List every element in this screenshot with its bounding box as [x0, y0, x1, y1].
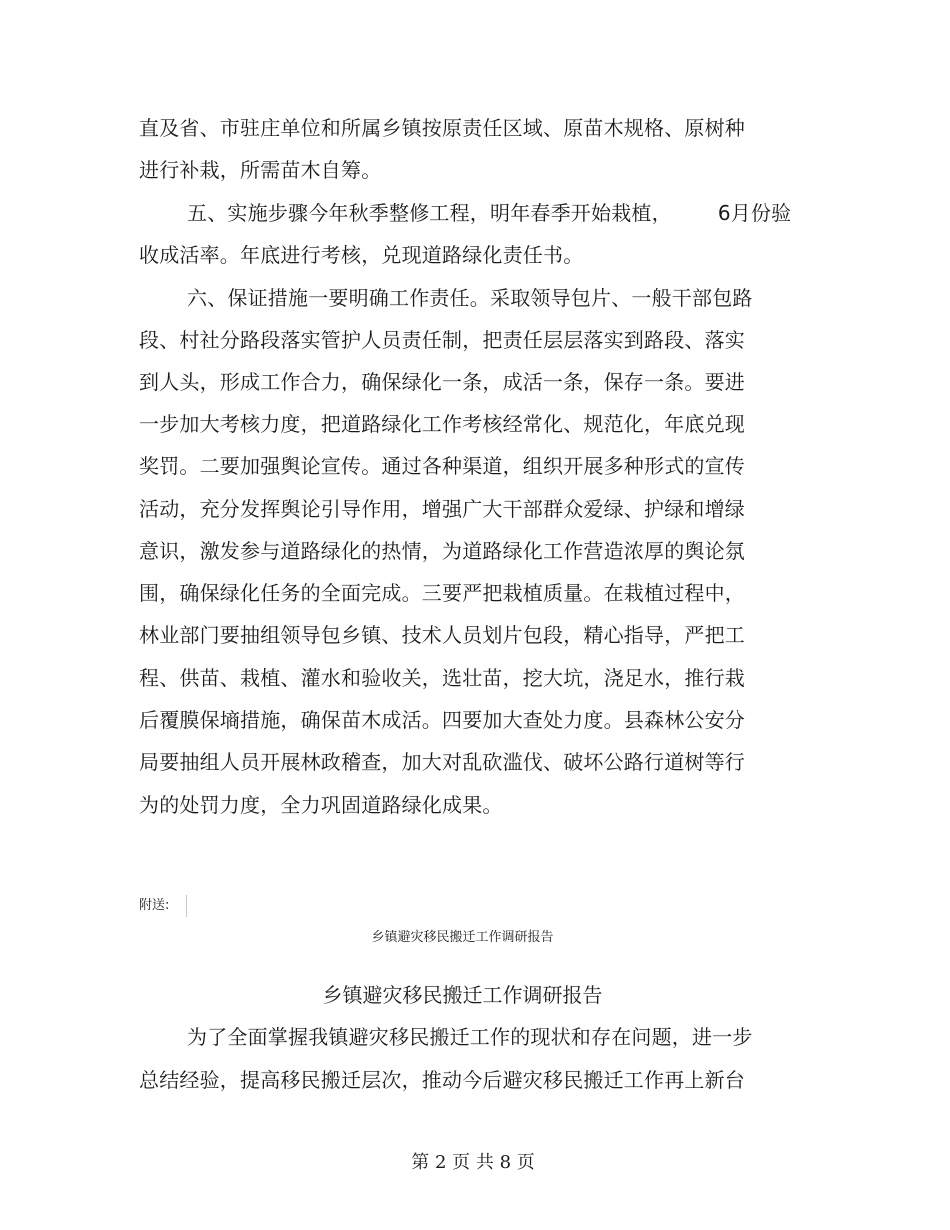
body-line: 为的处罚力度，全力巩固道路绿化成果。 [139, 793, 503, 817]
report-title: 乡镇避灾移民搬迁工作调研报告 [322, 983, 603, 1007]
attachment-label: 附送: [139, 898, 170, 913]
body-line: 程、供苗、栽植、灌水和验收关，选壮苗，挖大坑，浇足水，推行栽 [139, 666, 745, 690]
body-line: 后覆膜保墒措施，确保苗木成活。四要加大查处力度。县森林公安分 [139, 708, 745, 732]
attachment-small-title: 乡镇避灾移民搬迁工作调研报告 [371, 930, 554, 945]
body-line: 段、村社分路段落实管护人员责任制，把责任层层落实到路段、落实 [139, 328, 745, 352]
body-line: 到人头，形成工作合力，确保绿化一条，成活一条，保存一条。要进 [139, 370, 745, 394]
body-line-text: 五、实施步骤今年秋季整修工程，明年春季开始栽植， [187, 201, 672, 225]
body-line: 收成活率。年底进行考核，兑现道路绿化责任书。 [139, 243, 584, 267]
body-line: 意识，激发参与道路绿化的热情，为道路绿化工作营造浓厚的舆论氛 [139, 539, 745, 563]
report-line: 总结经验，提高移民搬迁层次，推动今后避灾移民搬迁工作再上新台 [139, 1068, 745, 1092]
body-line: 活动，充分发挥舆论引导作用，增强广大干部群众爱绿、护绿和增绿 [139, 497, 745, 521]
body-line: 奖罚。二要加强舆论宣传。通过各种渠道，组织开展多种形式的宣传 [139, 454, 745, 478]
attachment-divider [186, 895, 187, 917]
body-line: 六、保证措施一要明确工作责任。采取领导包片、一般干部包路 [187, 286, 753, 310]
body-line: 进行补栽，所需苗木自筹。 [139, 158, 382, 182]
body-line: 局要抽组人员开展林政稽查，加大对乱砍滥伐、破坏公路行道树等行 [139, 750, 745, 774]
body-line: 林业部门要抽组领导包乡镇、技术人员划片包段，精心指导，严把工 [139, 623, 745, 647]
body-line [187, 201, 791, 225]
page-footer: 第 2 页 共 8 页 [411, 1152, 535, 1173]
body-line: 一步加大考核力度，把道路绿化工作考核经常化、规范化，年底兑现 [139, 412, 745, 436]
body-line-text: 6月份验 [717, 201, 792, 225]
body-line: 直及省、市驻庄单位和所属乡镇按原责任区域、原苗木规格、原树种 [139, 116, 745, 140]
body-line: 围，确保绿化任务的全面完成。三要严把栽植质量。在栽植过程中， [139, 581, 745, 605]
report-line: 为了全面掌握我镇避灾移民搬迁工作的现状和存在问题，进一步 [187, 1025, 753, 1049]
